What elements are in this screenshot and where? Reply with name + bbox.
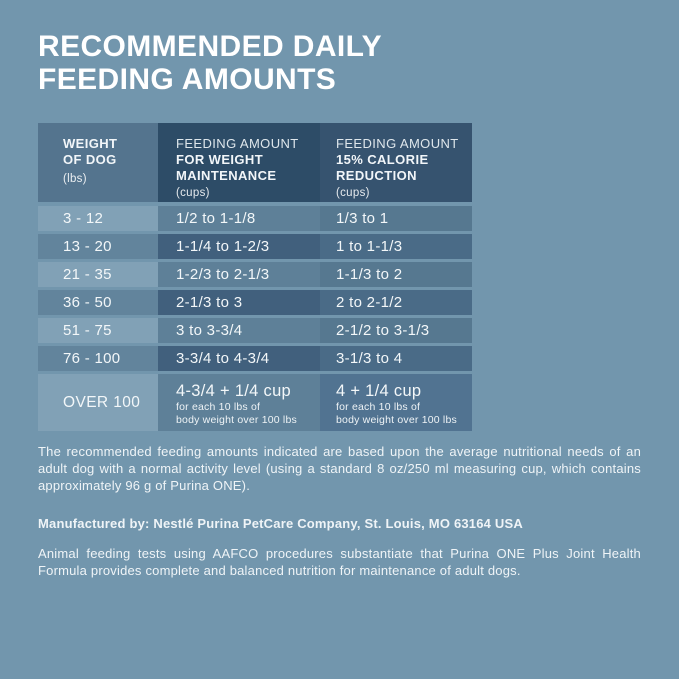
table-row [38,262,472,287]
weight-value: 76 - 100 [38,346,158,371]
maintenance-over-cell [158,374,320,431]
maintenance-value: 4-3/4 + 1/4 cup [176,382,292,400]
header-weight-line1: WEIGHT [63,136,118,151]
weight-value: 51 - 75 [38,318,158,343]
reduction-note-line1: for each 10 lbs of [336,401,421,413]
page-title-line2: FEEDING AMOUNTS [38,63,337,96]
table-header-row [38,123,472,202]
header-reduction-unit: (cups) [336,187,370,199]
weight-value: 3 - 12 [38,206,158,231]
maintenance-value: 3-3/4 to 4-3/4 [158,346,320,371]
reduction-value: 1 to 1-1/3 [320,234,472,259]
reduction-over-cell [320,374,472,431]
footnote-manufacturer: Manufactured by: Nestlé Purina PetCare Company, St. Louis, MO 63164 USA [38,516,523,531]
table-row [38,318,472,343]
weight-value: OVER 100 [38,374,158,431]
table-row-over-100 [38,374,472,431]
header-maintenance [158,123,320,202]
header-reduction-line1: FEEDING AMOUNT [336,136,459,151]
weight-value: 21 - 35 [38,262,158,287]
maintenance-value: 2-1/3 to 3 [158,290,320,315]
page-title-line1: RECOMMENDED DAILY [38,30,383,63]
table-row [38,234,472,259]
header-reduction-line3: REDUCTION [336,168,417,183]
header-weight-line2: OF DOG [63,152,117,167]
reduction-value: 1/3 to 1 [320,206,472,231]
header-weight-of-dog [38,123,158,202]
table-row [38,346,472,371]
maintenance-value: 1/2 to 1-1/8 [158,206,320,231]
reduction-value: 2-1/2 to 3-1/3 [320,318,472,343]
header-maintenance-line1: FEEDING AMOUNT [176,136,299,151]
page-title [38,30,382,96]
header-maintenance-unit: (cups) [176,187,210,199]
maintenance-value: 3 to 3-3/4 [158,318,320,343]
reduction-value: 4 + 1/4 cup [336,382,422,400]
maintenance-note-line1: for each 10 lbs of [176,401,261,413]
footnote-aafco: Animal feeding tests using AAFCO procedures substantiate that Purina ONE Plus Joint Health Formula provides complete and balanced nutrition for maintenance of adult dogs. [38,546,641,578]
reduction-note-line2: body weight over 100 lbs [336,413,457,426]
header-weight-unit: (lbs) [63,173,87,185]
table-row [38,290,472,315]
reduction-value: 2 to 2-1/2 [320,290,472,315]
maintenance-note-line2: body weight over 100 lbs [176,413,297,426]
feeding-table [38,123,472,431]
weight-value: 36 - 50 [38,290,158,315]
header-reduction [320,123,472,202]
reduction-value: 1-1/3 to 2 [320,262,472,287]
footnote-feeding-basis: The recommended feeding amounts indicated are based upon the average nutritional needs of an adult dog with a normal activity level (using a standard 8 oz/250 ml measuring cup, which contains approximately 96 g of Purina ONE). [38,444,641,493]
reduction-value: 3-1/3 to 4 [320,346,472,371]
table-row [38,206,472,231]
maintenance-value: 1-1/4 to 1-2/3 [158,234,320,259]
header-maintenance-line3: MAINTENANCE [176,168,277,183]
header-reduction-line2: 15% CALORIE [336,152,429,167]
footnotes [38,440,641,579]
maintenance-value: 1-2/3 to 2-1/3 [158,262,320,287]
weight-value: 13 - 20 [38,234,158,259]
header-maintenance-line2: FOR WEIGHT [176,152,264,167]
